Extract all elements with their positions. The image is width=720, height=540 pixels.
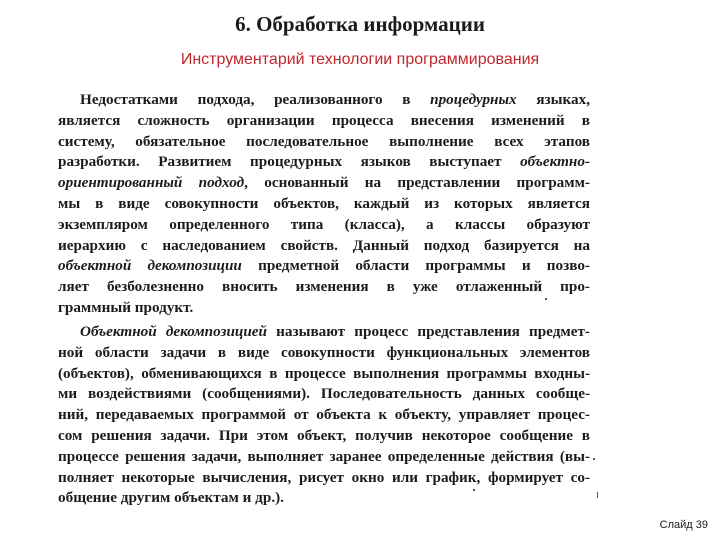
italic-term: ориентированный подход <box>58 174 245 192</box>
italic-term: объектно- <box>520 153 590 171</box>
text-run: граммный продукт. <box>58 298 194 316</box>
slide-subtitle: Инструментарий технологии программирования <box>180 51 540 68</box>
italic-term: объектной декомпозиции <box>58 257 242 275</box>
text-line <box>58 343 590 364</box>
text-line <box>58 364 590 385</box>
text-line <box>58 152 590 173</box>
text-line <box>58 277 590 298</box>
text-run: (объектов), обменивающихся в процессе выполнения программы входны- <box>58 364 590 382</box>
paragraph-object-decomposition <box>58 322 590 509</box>
scan-speck <box>545 298 547 300</box>
slide-number: Слайд 39 <box>659 519 708 531</box>
text-run: экземпляром определенного типа (класса), а классы образуют <box>58 215 590 233</box>
text-run: разработки. Развитием процедурных языков выступает <box>58 153 521 171</box>
text-run: ний, передаваемых программой от объекта к объекту, управляет процес- <box>58 406 590 424</box>
text-line <box>58 488 590 509</box>
text-run: систему, обязательное последовательное выполнение всех этапов <box>58 132 590 150</box>
text-run: предметной области программы и позво- <box>241 257 590 275</box>
text-run: , основанный на представлении программ- <box>244 174 590 192</box>
text-run: процессе решения задачи, выполняет заранее определенные действия (вы- <box>58 447 590 465</box>
text-run: иерархию с наследованием свойств. Данный подход базируется на <box>58 236 590 254</box>
text-run: полняет некоторые вычисления, рисует окно или график, формирует со- <box>58 468 590 486</box>
text-run: называют процесс представления предмет- <box>266 323 590 340</box>
italic-term: процедурных <box>430 91 517 108</box>
slide-title: 6. Обработка информации <box>235 12 485 36</box>
text-line <box>58 298 590 319</box>
text-line <box>58 90 590 111</box>
text-run: мы в виде совокупности объектов, каждый из которых является <box>58 194 590 212</box>
text-run: языках, <box>516 91 591 108</box>
text-line <box>58 215 590 236</box>
text-line <box>58 111 590 132</box>
paragraph-procedural-vs-oop <box>58 90 590 319</box>
scan-speck <box>597 492 598 498</box>
text-run: сом решения задачи. При этом объект, получив некоторое сообщение в <box>58 426 590 444</box>
text-line <box>58 256 590 277</box>
text-run: Недостатками подхода, реализованного в <box>80 91 431 108</box>
scan-speck <box>473 489 475 491</box>
scan-speck <box>593 458 595 460</box>
text-line <box>58 426 590 447</box>
text-run: ной области задачи в виде совокупности функциональных элементов <box>58 343 590 361</box>
text-line <box>58 447 590 468</box>
text-line <box>58 322 590 343</box>
text-line <box>58 173 590 194</box>
text-run: является сложность организации процесса внесения изменений в <box>58 111 590 129</box>
text-run: ми воздействиями (сообщениями). Последовательность данных сообще- <box>58 385 590 403</box>
text-run: общение другим объектам и др.). <box>58 489 284 507</box>
text-line <box>58 405 590 426</box>
italic-term: Объектной декомпозицией <box>80 323 267 340</box>
text-line <box>58 132 590 153</box>
text-line <box>58 384 590 405</box>
text-line <box>58 236 590 257</box>
text-line <box>58 468 590 489</box>
text-run: ляет безболезненно вносить изменения в уже отлаженный про- <box>58 278 590 296</box>
text-line <box>58 194 590 215</box>
